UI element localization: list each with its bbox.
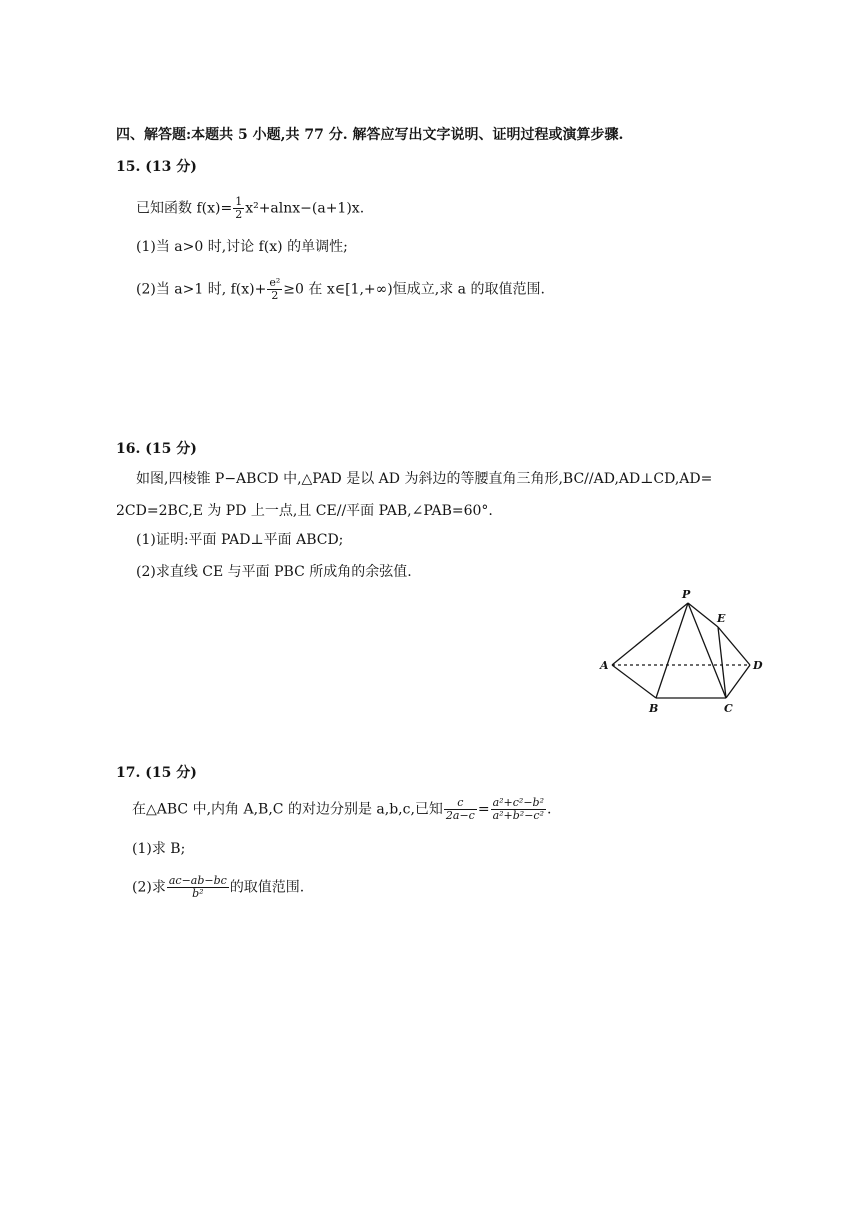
q15-part2-fraction	[267, 277, 282, 302]
q16-stem-line2: 2CD=2BC,E 为 PD 上一点,且 CE//平面 PAB,∠PAB=60°.	[116, 503, 493, 519]
q15-part2-frac-num: e²	[269, 276, 281, 289]
q15-stem-pre: 已知函数 f(x)=	[136, 200, 233, 217]
q15-stem-fraction	[233, 196, 244, 221]
q17-fraction-1	[444, 797, 477, 822]
q17-stem	[132, 797, 551, 822]
q17-part2-post: 的取值范围.	[229, 879, 305, 896]
q15-part2-post: ≥0 在 x∈[1,+∞)恒成立,求 a 的取值范围.	[283, 281, 545, 298]
q17-frac1-num: c	[444, 797, 477, 810]
q17-part2-frac-num: ac−ab−bc	[168, 874, 227, 887]
q17-eq: =	[477, 801, 490, 818]
section-title: 四、解答题:本题共 5 小题,共 77 分. 解答应写出文字说明、证明过程或演算步骤.	[116, 127, 624, 143]
q17-part2-frac-den: b²	[192, 887, 204, 900]
q16-stem-line1: 如图,四棱锥 P−ABCD 中,△PAD 是以 AD 为斜边的等腰直角三角形,BC//AD,AD⊥CD,AD=	[136, 471, 713, 487]
edge-cd	[726, 665, 750, 698]
q16-part1: (1)证明:平面 PAD⊥平面 ABCD;	[136, 532, 344, 548]
q15-header: 15. (13 分)	[116, 159, 197, 175]
q16-part2: (2)求直线 CE 与平面 PBC 所成角的余弦值.	[136, 564, 412, 580]
q15-stem-frac-num: 1	[235, 195, 243, 208]
q17-fraction-2	[491, 797, 546, 822]
pyramid-figure	[596, 585, 776, 715]
q17-frac1-den: 2a−c	[445, 809, 475, 822]
label-a: A	[600, 659, 609, 672]
q17-stem-post: .	[547, 801, 552, 818]
q15-stem-post: x²+alnx−(a+1)x.	[245, 200, 365, 217]
q17-frac2-num: a²+c²−b²	[492, 796, 545, 809]
q15-stem	[136, 196, 364, 221]
label-c: C	[724, 702, 733, 715]
q15-part2-pre: (2)当 a>1 时, f(x)+	[136, 281, 267, 298]
q17-header: 17. (15 分)	[116, 765, 197, 781]
label-e: E	[717, 612, 726, 625]
edge-pa	[612, 603, 688, 665]
label-p: P	[682, 588, 691, 601]
edge-ed	[718, 627, 750, 665]
q15-part2	[136, 277, 545, 302]
label-b: B	[649, 702, 659, 715]
q17-part2-fraction	[167, 875, 229, 900]
q17-part1: (1)求 B;	[132, 841, 186, 857]
q15-stem-frac-den: 2	[235, 208, 243, 221]
label-d: D	[753, 659, 763, 672]
edge-ab	[612, 665, 656, 698]
q15-part2-frac-den: 2	[271, 289, 279, 302]
q15-part1: (1)当 a>0 时,讨论 f(x) 的单调性;	[136, 239, 348, 255]
q17-part2-pre: (2)求	[132, 879, 166, 896]
q17-stem-pre: 在△ABC 中,内角 A,B,C 的对边分别是 a,b,c,已知	[132, 801, 443, 818]
edge-pb	[656, 603, 688, 698]
q16-header: 16. (15 分)	[116, 441, 197, 457]
q17-part2	[132, 875, 304, 900]
q17-frac2-den: a²+b²−c²	[492, 809, 545, 822]
